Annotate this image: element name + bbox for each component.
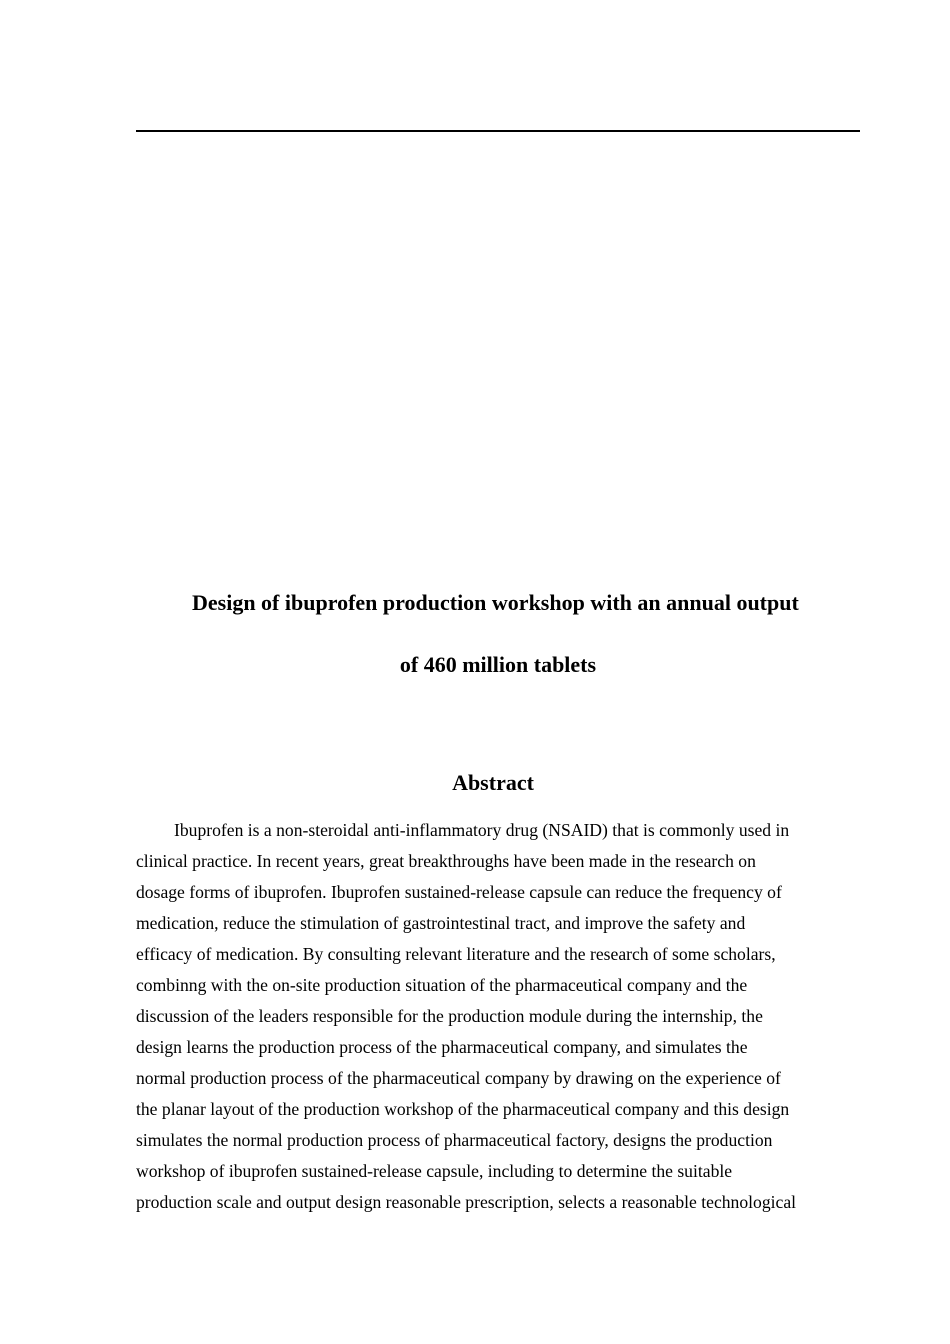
- abstract-line: the planar layout of the production workshop of the pharmaceutical company and this design: [136, 1099, 790, 1119]
- abstract-line: dosage forms of ibuprofen. Ibuprofen sustained-release capsule can reduce the frequency of: [136, 882, 782, 902]
- header-rule: [136, 130, 860, 132]
- abstract-line: normal production process of the pharmaceutical company by drawing on the experience of: [136, 1068, 781, 1088]
- abstract-line: Ibuprofen is a non-steroidal anti-inflammatory drug (NSAID) that is commonly used in: [174, 820, 790, 840]
- abstract-line: combinng with the on-site production situation of the pharmaceutical company and the: [136, 975, 748, 995]
- abstract-line: clinical practice. In recent years, great breakthroughs have been made in the research on: [136, 851, 756, 871]
- abstract-line: workshop of ibuprofen sustained-release capsule, including to determine the suitable: [136, 1161, 733, 1181]
- abstract-line: simulates the normal production process of pharmaceutical factory, designs the production: [136, 1130, 773, 1150]
- abstract-line: medication, reduce the stimulation of gastrointestinal tract, and improve the safety and: [136, 913, 746, 933]
- abstract-line: production scale and output design reasonable prescription, selects a reasonable technological: [136, 1192, 797, 1212]
- title-line-2: of 460 million tablets: [399, 652, 597, 677]
- abstract-line: discussion of the leaders responsible for the production module during the internship, the: [136, 1006, 763, 1026]
- abstract-line: design learns the production process of the pharmaceutical company, and simulates the: [136, 1037, 748, 1057]
- abstract-heading: Abstract: [452, 770, 534, 795]
- title-line-1: Design of ibuprofen production workshop with an annual output: [192, 590, 799, 615]
- abstract-body: [136, 815, 860, 1218]
- abstract-line: efficacy of medication. By consulting relevant literature and the research of some scholars,: [136, 944, 776, 964]
